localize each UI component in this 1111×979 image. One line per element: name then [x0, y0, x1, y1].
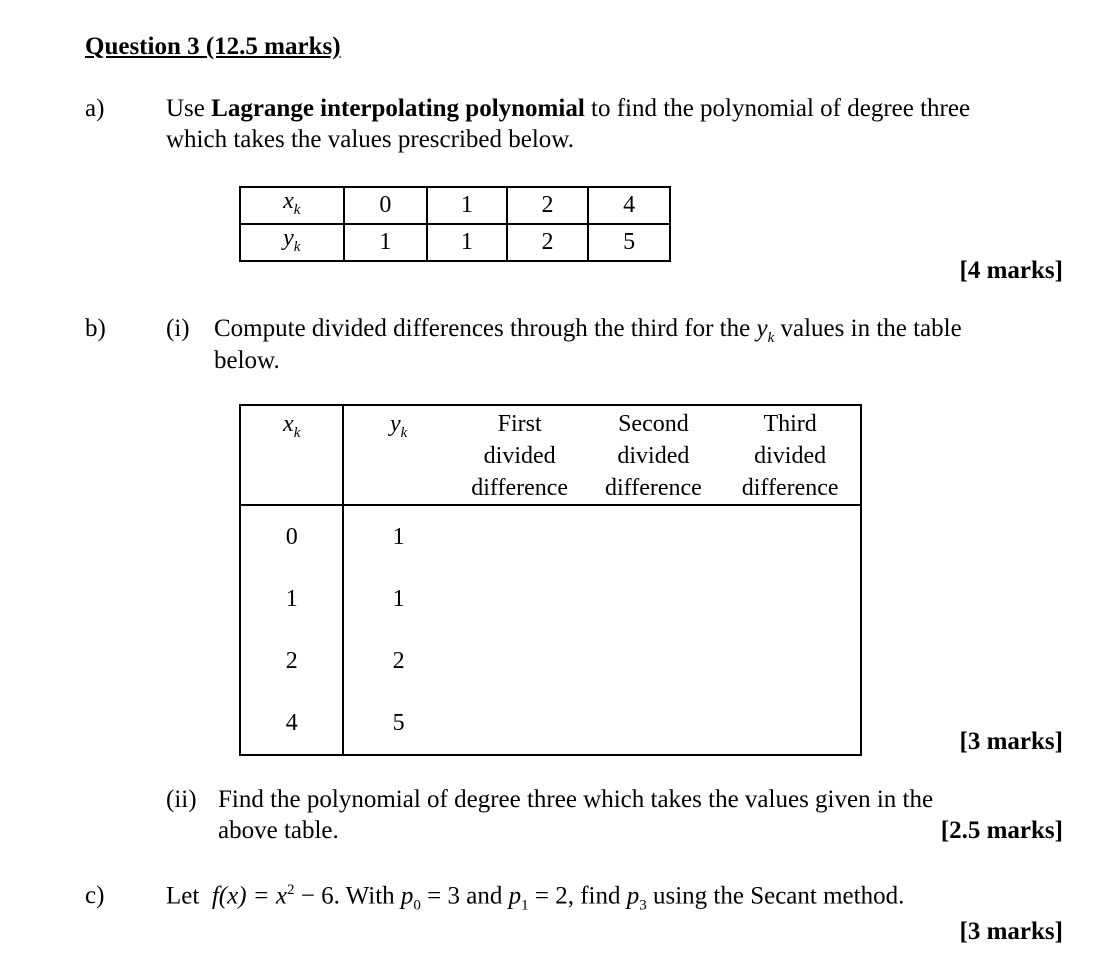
part-a-line1-bold: Lagrange interpolating polynomial [211, 95, 585, 122]
table-cell: 1 [344, 224, 428, 261]
table-cell-empty [720, 505, 861, 568]
table-cell-y: 1 [392, 585, 405, 612]
table-cell: 2 [507, 224, 589, 261]
table-header-first [453, 405, 587, 505]
table-cell-empty [720, 692, 861, 755]
table-cell-empty [720, 568, 861, 630]
table-cell: 2 [507, 187, 589, 224]
part-c-p3-var: p [626, 882, 640, 910]
header-line: divided [754, 443, 827, 469]
table-cell-x: 1 [240, 568, 343, 630]
header-line: First [497, 411, 542, 437]
part-a-line1-post: to find the polynomial of degree three [584, 95, 971, 122]
table-row [240, 187, 670, 224]
part-b-i-line1 [214, 315, 962, 347]
table-row [240, 630, 861, 692]
part-c-p1-val: = 2, find [528, 882, 627, 910]
part-b-i-sub: k [767, 330, 775, 346]
table-header-row [240, 405, 861, 505]
table-cell-empty [587, 568, 721, 630]
table-header-third [720, 405, 861, 505]
table-cell-empty [453, 505, 587, 568]
lagrange-table [239, 186, 671, 262]
table-row [240, 505, 861, 568]
part-a-line1 [166, 95, 970, 123]
table-cell-empty [453, 692, 587, 755]
part-a-marks: [4 marks] [959, 257, 1063, 284]
table-cell-empty [587, 630, 721, 692]
part-c-p0-var: p [400, 882, 414, 910]
table-header-x [240, 405, 343, 505]
part-b-ii-line1: Find the polynomial of degree three which takes the values given in the [218, 786, 934, 813]
x-sub: k [293, 424, 301, 441]
y-var: y [389, 411, 401, 437]
table-row [240, 568, 861, 630]
y-var: y [283, 224, 294, 251]
part-c-function-tail: − 6 [294, 882, 334, 910]
table-cell: 1 [427, 187, 507, 224]
table-header-y [343, 405, 452, 505]
part-b-ii-label: (ii) [166, 786, 197, 813]
part-a-line2: which takes the values prescribed below. [166, 126, 574, 153]
header-line: difference [471, 475, 569, 501]
table-cell-x: 0 [240, 505, 343, 568]
table-row [240, 692, 861, 755]
table-cell-y: 1 [392, 523, 405, 550]
part-c-label: c) [85, 882, 105, 909]
table-header-y [240, 224, 344, 261]
header-line: Second [618, 411, 689, 437]
part-b-i-marks: [3 marks] [959, 728, 1063, 755]
part-a-line1-pre: Use [166, 95, 212, 122]
table-header-x [240, 187, 344, 224]
header-line: Third [763, 411, 817, 437]
table-cell-y: 5 [392, 709, 405, 736]
question-title: Question 3 (12.5 marks) [85, 33, 341, 60]
header-line: difference [741, 475, 839, 501]
header-line: divided [483, 443, 556, 469]
table-cell-empty [587, 505, 721, 568]
part-c-p0-val: = 3 and [420, 882, 509, 910]
part-b-i-post: values in the table [774, 315, 962, 342]
part-c-let: Let [166, 882, 200, 910]
x-var: x [283, 188, 294, 214]
x-sub: k [293, 201, 301, 218]
part-b-i-line2: below. [214, 347, 280, 374]
header-line: divided [617, 443, 690, 469]
table-cell: 4 [588, 187, 670, 224]
table-cell-empty [453, 630, 587, 692]
table-cell: 0 [344, 187, 428, 224]
part-b-i-var: y [756, 315, 768, 342]
part-b-label: b) [85, 315, 106, 342]
table-cell: 5 [588, 224, 670, 261]
part-c-exponent: 2 [287, 882, 295, 898]
table-cell-x: 2 [240, 630, 343, 692]
y-sub: k [400, 424, 408, 441]
x-var: x [283, 411, 294, 437]
part-b-ii-marks: [2.5 marks] [940, 817, 1063, 844]
part-c-p1-sub: 1 [521, 897, 529, 914]
part-c-p1-var: p [508, 882, 522, 910]
part-c-p3-sub: 3 [639, 897, 647, 914]
table-cell-empty [453, 568, 587, 630]
part-c-p0-sub: 0 [413, 897, 421, 914]
header-line: difference [604, 475, 702, 501]
part-c-function: f(x) = x [211, 882, 287, 910]
table-row [240, 224, 670, 261]
part-a-label: a) [85, 95, 105, 122]
table-header-second [587, 405, 721, 505]
part-b-i-label: (i) [166, 315, 190, 342]
table-cell-y: 2 [392, 647, 405, 674]
part-c-marks: [3 marks] [959, 918, 1063, 945]
y-sub: k [293, 238, 301, 255]
table-cell: 1 [427, 224, 507, 261]
part-c-mid: . With [333, 882, 401, 910]
part-c-tail: using the Secant method. [646, 882, 905, 910]
table-cell-x: 4 [240, 692, 343, 755]
table-cell-empty [587, 692, 721, 755]
table-cell-empty [720, 630, 861, 692]
part-c-line [166, 882, 904, 914]
divided-difference-table [239, 404, 862, 756]
part-b-ii-line2: above table. [218, 817, 339, 844]
part-b-i-pre: Compute divided differences through the third for the [214, 315, 757, 342]
